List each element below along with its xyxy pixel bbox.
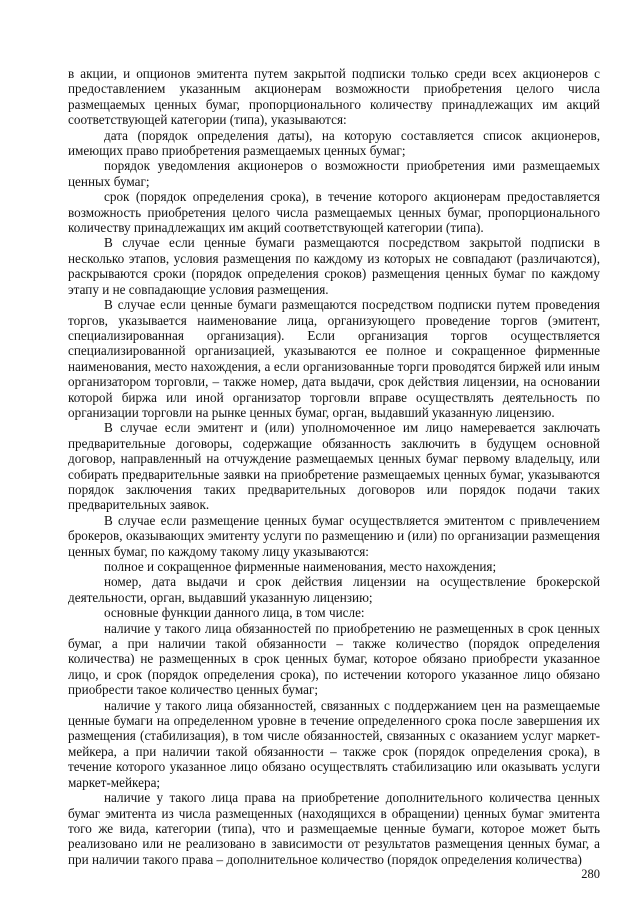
paragraph: В случае если эмитент и (или) уполномоченное им лицо намеревается заключать предварительные договоры, содержащие обязанность заключить в будущем основной договор, направленный на отчуждение размещаемых ценных бумаг первому владельцу, или собирать предварительные заявки на приобретение размещаемых ценных бумаг, указываются порядок заключения таких предварительных договоров или порядок подачи таких предварительных заявок. <box>68 420 600 513</box>
paragraph: В случае если ценные бумаги размещаются посредством подписки путем проведения торгов, указывается наименование лица, организующего проведение торгов (эмитент, специализированная организация). Если организация торгов осуществляется специализированной организацией, указываются ее полное и сокращенное фирменные наименования, место нахождения, а если организованные торги проводятся биржей или иным организатором торговли, – также номер, дата выдачи, срок действия лицензии, на основании которой биржа или иной организатор торговли вправе осуществлять деятельность по организации торговли на рынке ценных бумаг, орган, выдавший указанную лицензию. <box>68 297 600 420</box>
paragraph: порядок уведомления акционеров о возможности приобретения ими размещаемых ценных бумаг; <box>68 158 600 189</box>
paragraph: основные функции данного лица, в том числе: <box>104 605 365 621</box>
paragraph: В случае если ценные бумаги размещаются посредством закрытой подписки в несколько этапов, условия размещения по каждому из которых не совпадают (различаются), раскрываются сроки (порядок определения сроков) размещения ценных бумаг по каждому этапу и не совпадающие условия размещения. <box>68 235 600 297</box>
paragraph: наличие у такого лица обязанностей, связанных с поддержанием цен на размещаемые ценные бумаги на определенном уровне в течение определенного срока после завершения их размещения (стабилизация), в том числе обязанностей, связанных с оказанием услуг маркет-мейкера, а при наличии такой обязанности – также срок (порядок определения срока), в течение которого указанное лицо обязано осуществлять стабилизацию или оказывать услуги маркет-мейкера; <box>68 697 600 790</box>
paragraph: срок (порядок определения срока), в течение которого акционерам предоставляется возможность приобретения целого числа размещаемых ценных бумаг, пропорционального количеству принадлежащих им акций соответствующей категории (типа). <box>68 189 600 236</box>
paragraph: в акции, и опционов эмитента путем закрытой подписки только среди всех акционеров с предоставлением указанным акционерам возможности приобретения целого числа размещаемых ценных бумаг, пропорционального количеству принадлежащих им акций соответствующей категории (типа), указываются: <box>68 66 600 128</box>
paragraph: номер, дата выдачи и срок действия лицензии на осуществление брокерской деятельности, орган, выдавший указанную лицензию; <box>68 574 600 605</box>
paragraph: В случае если размещение ценных бумаг осуществляется эмитентом с привлечением брокеров, оказывающих эмитенту услуги по размещению и (или) по организации размещения ценных бумаг, по каждому такому лицу указываются: <box>68 512 600 559</box>
page-number: 280 <box>581 867 600 881</box>
paragraph: полное и сокращенное фирменные наименования, место нахождения; <box>104 559 497 574</box>
body-text <box>68 66 600 867</box>
paragraph: наличие у такого лица права на приобретение дополнительного количества ценных бумаг эмитента из числа размещенных (находящихся в обращении) ценных бумаг эмитента того же вида, категории (типа), что и размещаемые ценные бумаги, которое может быть реализовано или не реализовано в зависимости от результатов размещения ценных бумаг, а при наличии такого права – дополнительное количество (порядок определения количества) <box>68 790 600 867</box>
paragraph: наличие у такого лица обязанностей по приобретению не размещенных в срок ценных бумаг, а при наличии такой обязанности – также количество (порядок определения количества) не размещенных в срок ценных бумаг, которое обязано приобрести указанное лицо, и срок (порядок определения срока), по истечении которого указанное лицо обязано приобрести такое количество ценных бумаг; <box>68 620 600 698</box>
paragraph: дата (порядок определения даты), на которую составляется список акционеров, имеющих право приобретения размещаемых ценных бумаг; <box>68 127 600 159</box>
